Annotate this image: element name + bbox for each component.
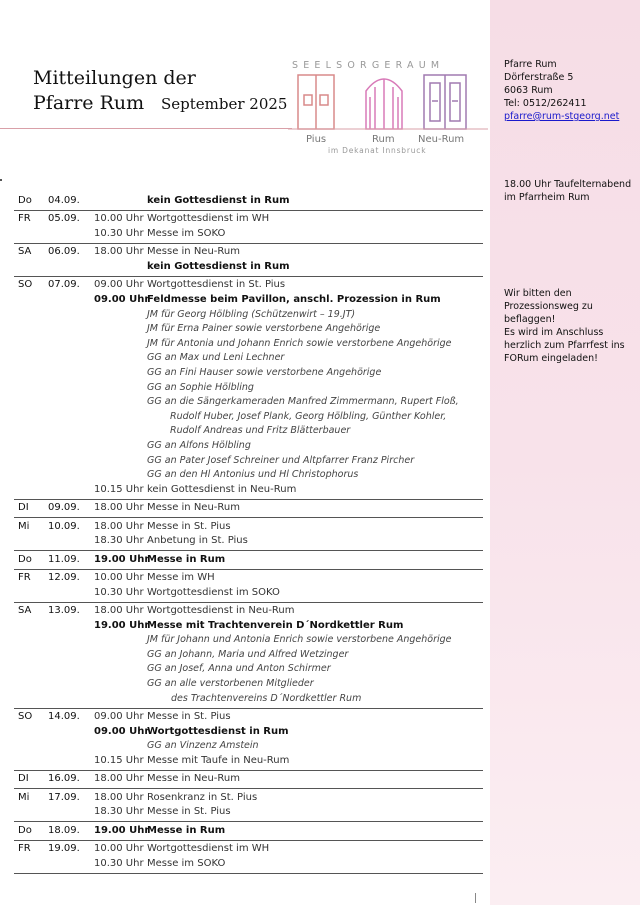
sidebar-panel	[490, 0, 640, 905]
entry-text: Messe in St. Pius	[147, 806, 231, 818]
entry-time: 18.00 Uhr	[94, 791, 144, 803]
date-label: 09.09.	[48, 502, 80, 514]
seelsorgeraum-logo	[288, 57, 488, 157]
day-label: Mi	[18, 791, 30, 803]
intention-line: JM für Erna Painer sowie verstorbene Angehörige	[147, 323, 381, 335]
intention-line: GG an Johann, Maria und Alfred Wetzinger	[147, 648, 349, 660]
day-label: SA	[18, 605, 32, 616]
day-label: Do	[18, 824, 32, 836]
date-label: 14.09.	[48, 711, 80, 722]
entry-text: kein Gottesdienst in Rum	[147, 261, 290, 272]
rum-church-icon	[366, 79, 402, 129]
entry-text: Rosenkranz in St. Pius	[147, 791, 258, 803]
entry-text: kein Gottesdienst in Neu-Rum	[147, 483, 297, 495]
entry-text: Messe mit Taufe in Neu-Rum	[147, 754, 290, 766]
margin-mark	[0, 179, 2, 181]
month-label: September 2025	[161, 95, 288, 113]
date-label: 16.09.	[48, 773, 80, 785]
entry-text: Messe in St. Pius	[147, 520, 231, 532]
logo-parish-pius: Pius	[306, 134, 327, 145]
entry-text: Wortgottesdienst in Rum	[147, 725, 289, 737]
entry-time: 10.15 Uhr	[94, 754, 144, 766]
entry-time: 19.00 Uhr	[94, 553, 150, 565]
date-label: 06.09.	[48, 246, 80, 258]
date-label: 12.09.	[48, 572, 80, 583]
row-divider	[14, 602, 483, 603]
date-label: 10.09.	[48, 520, 80, 532]
contact-street: Dörferstraße 5	[504, 72, 574, 83]
intention-line: GG an Alfons Hölbling	[147, 440, 251, 451]
date-label: 07.09.	[48, 279, 80, 291]
date-label: 11.09.	[48, 553, 80, 565]
margin-mark	[475, 893, 476, 903]
title-line-1: Mitteilungen der	[33, 67, 196, 89]
title-line-2: Pfarre Rum	[33, 92, 145, 114]
entry-time: 10.00 Uhr	[94, 843, 144, 854]
entry-text: Messe in Neu-Rum	[147, 246, 240, 258]
day-label: Do	[18, 553, 32, 565]
intention-line: JM für Georg Hölbling (Schützenwirt – 19.JT)	[147, 308, 356, 320]
intention-line: GG an Fini Hauser sowie verstorbene Angehörige	[147, 367, 382, 378]
logo-subtitle: im Dekanat Innsbruck	[328, 146, 427, 155]
entry-time: 18.00 Uhr	[94, 605, 144, 616]
entry-text: Messe in Rum	[147, 553, 226, 565]
neurum-church-icon	[424, 75, 466, 129]
day-label: FR	[18, 843, 31, 854]
entry-time: 10.30 Uhr	[94, 586, 144, 598]
entry-time: 18.30 Uhr	[94, 535, 144, 547]
note-pfarrfest: Es wird im Anschluss herzlich zum Pfarrfest ins FORum eingeladen!	[504, 327, 625, 364]
entry-text: Feldmesse beim Pavillon, anschl. Prozession in Rum	[147, 294, 441, 305]
date-label: 05.09.	[48, 213, 80, 225]
logo-parish-rum: Rum	[372, 134, 395, 145]
entry-time: 18.00 Uhr	[94, 502, 144, 514]
contact-name: Pfarre Rum	[504, 59, 557, 70]
entry-time: 09.00 Uhr	[94, 711, 144, 722]
contact-city: 6063 Rum	[504, 85, 553, 96]
day-label: SA	[18, 246, 32, 258]
entry-time: 10.00 Uhr	[94, 213, 144, 225]
contact-block	[504, 58, 619, 123]
day-label: Mi	[18, 520, 30, 532]
entry-text: Messe in Neu-Rum	[147, 773, 240, 785]
header-divider	[0, 128, 292, 129]
entry-text: Wortgottesdienst im SOKO	[147, 586, 280, 598]
entry-time: 18.30 Uhr	[94, 806, 144, 818]
entry-text: Messe im SOKO	[147, 228, 226, 239]
contact-email-link[interactable]: pfarre@rum-stgeorg.net	[504, 111, 620, 122]
intention-line: GG an Vinzenz Amstein	[147, 740, 259, 752]
intention-line: JM für Antonia und Johann Enrich sowie verstorbene Angehörige	[147, 337, 452, 349]
row-divider	[14, 821, 483, 822]
row-divider	[14, 708, 483, 709]
row-divider	[14, 517, 483, 518]
intention-line: GG an Sophie Hölbling	[147, 381, 254, 393]
entry-time: 09.00 Uhr	[94, 279, 144, 291]
date-label: 18.09.	[48, 824, 80, 836]
day-label: SO	[18, 711, 33, 722]
entry-time: 18.00 Uhr	[94, 246, 144, 258]
entry-time: 10.00 Uhr	[94, 572, 144, 583]
row-divider	[14, 770, 483, 771]
date-label: 19.09.	[48, 843, 80, 854]
day-label: DI	[18, 773, 29, 785]
entry-text: kein Gottesdienst in Rum	[147, 195, 290, 206]
entry-text: Messe mit Trachtenverein D´Nordkettler Rum	[147, 619, 404, 631]
row-divider	[14, 243, 483, 244]
intention-line: Rudolf Huber, Josef Plank, Georg Hölbling, Günther Kohler,	[170, 410, 447, 422]
date-label: 13.09.	[48, 605, 80, 616]
intention-line: des Trachtenvereins D´Nordkettler Rum	[171, 692, 362, 704]
entry-text: Messe im SOKO	[147, 857, 226, 869]
day-label: SO	[18, 279, 33, 291]
day-label: FR	[18, 213, 31, 225]
row-divider	[14, 210, 483, 211]
entry-text: Wortgottesdienst in St. Pius	[147, 279, 286, 291]
entry-text: Wortgottesdienst in Neu-Rum	[147, 605, 295, 616]
day-label: DI	[18, 502, 29, 514]
contact-phone: Tel: 0512/262411	[504, 98, 587, 109]
entry-text: Anbetung in St. Pius	[147, 535, 248, 547]
entry-text: Messe in Rum	[147, 824, 226, 836]
entry-time: 18.00 Uhr	[94, 773, 144, 785]
entry-time: 18.00 Uhr	[94, 520, 144, 532]
day-label: Do	[18, 195, 32, 206]
intention-line: GG an Pater Josef Schreiner und Altpfarrer Franz Pircher	[147, 454, 415, 466]
note-beflaggen: Wir bitten den Prozessionsweg zu beflaggen!	[504, 288, 593, 325]
intention-line: GG an Josef, Anna und Anton Schirmer	[147, 663, 331, 675]
entry-time: 10.15 Uhr	[94, 483, 144, 495]
entry-time: 09.00 Uhr	[94, 294, 150, 305]
intention-line: GG an Max und Leni Lechner	[147, 352, 285, 364]
entry-text: Messe in St. Pius	[147, 711, 231, 722]
intention-line: GG an alle verstorbenen Mitglieder	[147, 678, 314, 689]
entry-text: Messe in Neu-Rum	[147, 502, 240, 514]
date-label: 17.09.	[48, 791, 80, 803]
entry-time: 09.00 Uhr	[94, 725, 150, 737]
note-taufelternabend: 18.00 Uhr Taufelternabend im Pfarrheim Rum	[504, 179, 632, 203]
intention-line: Rudolf Andreas und Fritz Blätterbauer	[170, 425, 351, 437]
entry-text: Wortgottesdienst im WH	[147, 843, 270, 854]
entry-time: 19.00 Uhr	[94, 619, 150, 631]
entry-time: 10.30 Uhr	[94, 228, 144, 239]
entry-time: 10.30 Uhr	[94, 857, 144, 869]
logo-heading: SEELSORGERAUM	[292, 60, 445, 71]
intention-line: GG an den Hl Antonius und Hl Christophorus	[147, 469, 359, 481]
intention-line: JM für Johann und Antonia Enrich sowie verstorbene Angehörige	[147, 634, 452, 646]
day-label: FR	[18, 572, 31, 583]
row-divider	[14, 840, 483, 841]
row-divider	[14, 499, 483, 500]
entry-text: Wortgottesdienst im WH	[147, 213, 270, 225]
entry-time: 19.00 Uhr	[94, 824, 150, 836]
row-divider	[14, 569, 483, 570]
row-divider	[14, 276, 483, 277]
logo-parish-neurum: Neu-Rum	[418, 134, 465, 145]
pius-church-icon	[298, 75, 334, 129]
intention-line: GG an die Sängerkameraden Manfred Zimmermann, Rupert Floß,	[147, 396, 459, 408]
date-label: 04.09.	[48, 195, 80, 206]
entry-text: Messe im WH	[147, 572, 215, 583]
row-divider	[14, 550, 483, 551]
row-divider	[14, 873, 483, 874]
row-divider	[14, 788, 483, 789]
